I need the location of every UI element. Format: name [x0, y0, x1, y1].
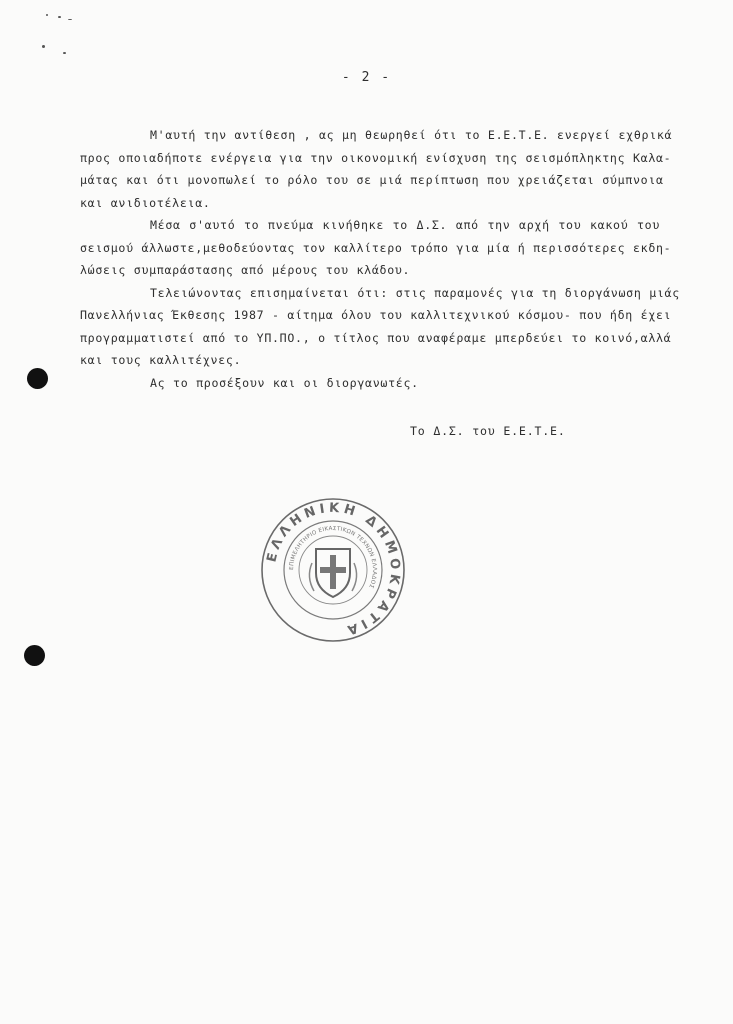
text-line: μάτας και ότι μονοπωλεί το ρόλο του σε μιά περίπτωση που χρειάζεται σύμπνοια	[80, 173, 664, 187]
text-line: Μέσα σ'αυτό το πνεύμα κινήθηκε το Δ.Σ. από την αρχή του κακού του	[150, 218, 660, 232]
text-line: Πανελλήνιας Έκθεσης 1987 - αίτημα όλου του καλλιτεχνικού κόσμου- που ήδη έχει	[80, 308, 672, 322]
scan-speck	[63, 52, 66, 54]
scan-speck	[46, 14, 48, 16]
text-line: Μ'αυτή την αντίθεση , ας μη θεωρηθεί ότι το Ε.Ε.Τ.Ε. ενεργεί εχθρικά	[150, 128, 673, 142]
scan-speck	[68, 19, 72, 20]
page-number: - 2 -	[341, 70, 392, 85]
greek-coat-of-arms-icon	[309, 549, 356, 597]
text-line: και τους καλλιτέχνες.	[80, 353, 242, 367]
paragraph	[80, 124, 673, 214]
letter-body	[80, 124, 680, 394]
paragraph	[80, 214, 672, 282]
text-line: προγραμματιστεί από το ΥΠ.ΠΟ., ο τίτλος που αναφέραμε μπερδεύει το κοινό,αλλά	[80, 330, 672, 345]
signature-line: Το Δ.Σ. του Ε.Ε.Τ.Ε.	[410, 424, 566, 438]
text-line: λώσεις συμπαράστασης από μέρους του κλάδου.	[80, 263, 411, 277]
scan-speck	[58, 16, 61, 18]
punch-hole	[27, 368, 48, 389]
text-line: Τελειώνοντας επισημαίνεται ότι: στις παραμονές για τη διοργάνωση μιάς	[150, 285, 680, 300]
punch-hole	[24, 645, 45, 666]
text-line: και ανιδιοτέλεια.	[80, 195, 211, 210]
text-line: σεισμού άλλωστε,μεθοδεύοντας τον καλλίτερο τρόπο για μία ή περισσότερες εκδη-	[80, 240, 672, 255]
text-line: προς οποιαδήποτε ενέργεια για την οικονομική ενίσχυση της σεισμόπληκτης Καλα-	[80, 150, 672, 165]
paragraph	[80, 282, 680, 372]
text-line: Ας το προσέξουν και οι διοργανωτές.	[150, 375, 419, 390]
seal-inner-text: ΕΠΙΜΕΛΗΤΗΡΙΟ ΕΙΚΑΣΤΙΚΩΝ ΤΕΧΝΩΝ ΕΛΛΑΔΟΣ	[288, 525, 378, 589]
scan-speck	[42, 45, 45, 48]
official-seal-stamp	[260, 497, 406, 643]
paragraph	[80, 372, 660, 395]
seal-outer-text: ΕΛΛΗΝΙΚΗ ΔΗΜΟΚΡΑΤΙΑ	[264, 500, 403, 639]
